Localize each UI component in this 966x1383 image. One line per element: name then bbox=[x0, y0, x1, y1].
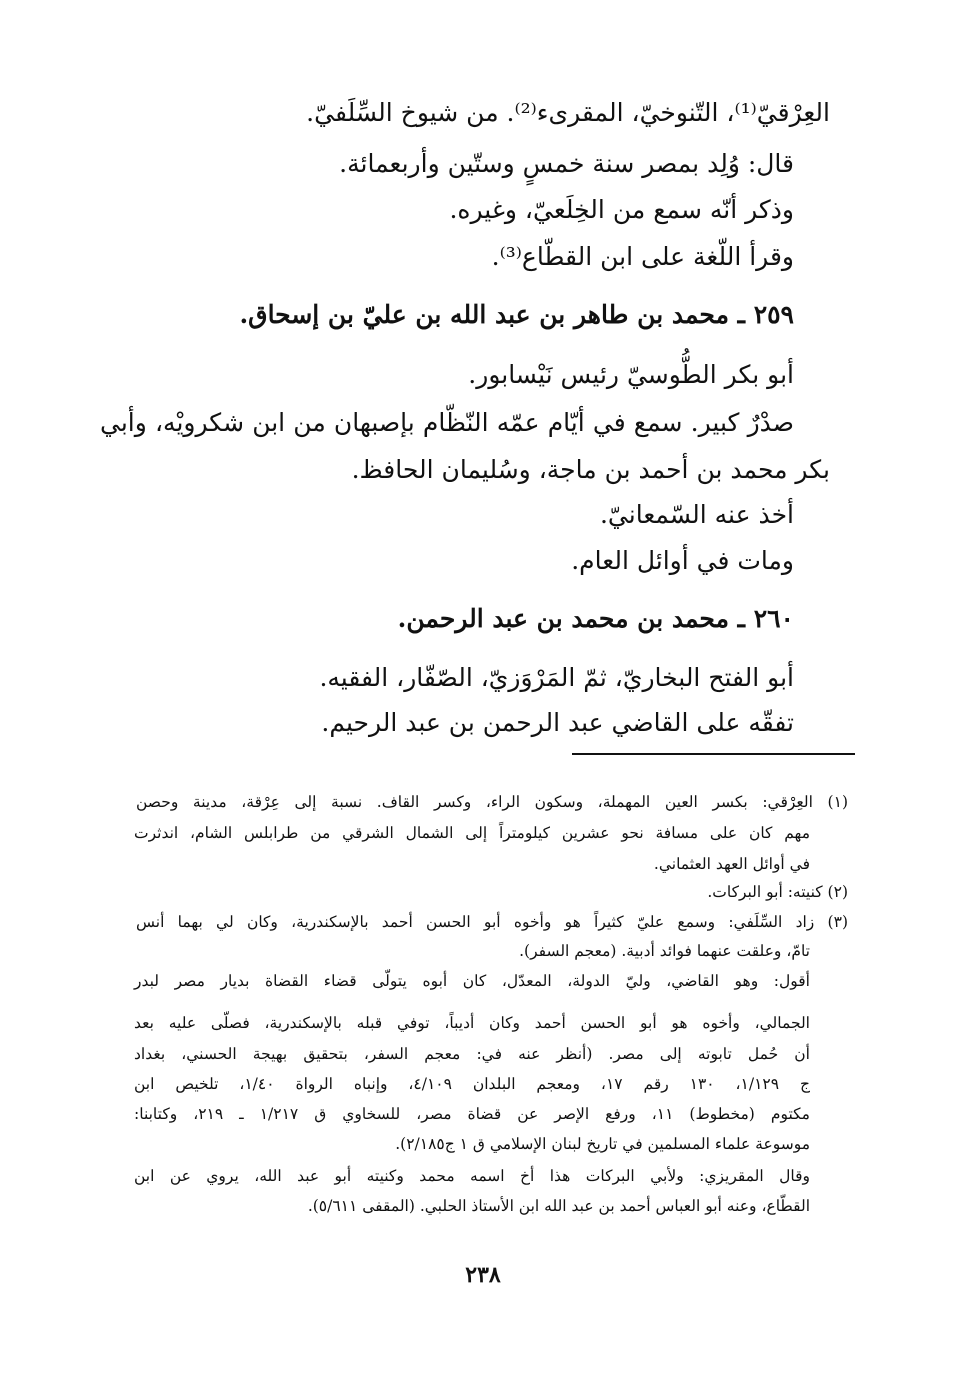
footnote-line: (٢) كنيته: أبو البركات. bbox=[707, 883, 848, 901]
footnote-line: الجمالي، وأخوه هو أبو الحسن أحمد وكان أديباً، توفي قبله بالإسكندرية، فصلّى عليه بعد bbox=[134, 1014, 810, 1032]
footnote-line: (١) العِرْقي: بكسر العين المهملة، وسكون الراء، وكسر القاف. نسبة إلى عِرْقة، مدينة وحصن bbox=[136, 793, 849, 811]
footnote-line: القطّاع، وعنه أبو العباس أحمد بن عبد الله ابن الأستاذ الحلبي. (المقفى ٥/٦١١). bbox=[307, 1197, 810, 1215]
footnote-line: أقول: وهو القاضي، وليّ الدولة، المعدّل، كان أبوه يتولّى قضاء القضاة بديار مصر لبدر bbox=[134, 972, 810, 990]
text-line: تفقّه على القاضي عبد الرحمن بن عبد الرحيم. bbox=[321, 708, 794, 737]
footnote-line: ج ١/١٢٩، ١٣٠ رقم ١٧، ومعجم البلدان ٤/١٠٩، وإنباه الرواة ١/٤٠، تلخيص ابن bbox=[134, 1075, 810, 1093]
text-line: أبو بكر الطُّوسيّ رئيس نَيْسابور. bbox=[468, 360, 794, 389]
footnote-line: وقال المقريزي: ولأبي البركات هذا أخ اسمه محمد وكنيته أبو عبد الله، يروي عن ابن bbox=[134, 1167, 810, 1185]
entry-heading-259: ٢٥٩ ـ محمد بن طاهر بن عبد الله بن عليّ بن إسحاق. bbox=[239, 300, 794, 329]
text-line: وقرأ اللّغة على ابن القطّاع⁽³⁾. bbox=[491, 242, 794, 271]
footnote-line: تامّ، وعلقت عنهما فوائد أدبية. (معجم السفر). bbox=[519, 942, 810, 960]
text-line: قال: وُلِد بمصر سنة خمسٍ وستّين وأربعمائة. bbox=[339, 149, 794, 178]
footnote-line: موسوعة علماء المسلمين في تاريخ لبنان الإسلامي ق ١ ج٢/١٨٥). bbox=[395, 1135, 810, 1153]
footnote-line: في أوائل العهد العثماني. bbox=[653, 855, 810, 873]
footnote-line: (٣) زاد السِّلَفي: وسمع عليّ كثيراً هو وأخوه أبو الحسن أحمد بالإسكندرية، وكان لي بهما أنس bbox=[136, 913, 848, 931]
text-line: بكر محمد بن أحمد بن ماجة، وسُليمان الحافظ. bbox=[351, 455, 830, 484]
footnote-line: مكتوم (مخطوط) ١١، ورفع الإصر عن قضاة مصر، للسخاوي ق ١/٢١٧ ـ ٢١٩، وكتابنا: bbox=[134, 1105, 810, 1123]
footnote-line: أن حُمل تابوته إلى مصر. (أنظر عنه في: معجم السفر، بتحقيق بهيجة الحسني، بغداد bbox=[134, 1045, 810, 1063]
text-line: ومات في أوائل العام. bbox=[571, 546, 794, 575]
text-line: وذكر أنّه سمع من الخِلَعيّ، وغيره. bbox=[449, 195, 794, 224]
text-line: صدْرٌ كبير. سمع في أيّام عمّه النّظّام بإصبهان من ابن شكرويْه، وأبي bbox=[100, 408, 794, 437]
page-number: ٢٣٨ bbox=[465, 1262, 501, 1288]
footnote-separator bbox=[572, 753, 855, 755]
footnote-line: مهم كان على مسافة نحو عشرين كيلومتراً إلى الشمال الشرقي من طرابلس الشام، اندثرت bbox=[134, 824, 810, 842]
text-line: أخذ عنه السّمعانيّ. bbox=[599, 500, 794, 529]
text-line: العِرْقيّ⁽¹⁾، التّنوخيّ، المقرىء⁽²⁾. من شيوخ السِّلَفيّ. bbox=[306, 98, 830, 127]
text-line: أبو الفتح البخاريّ، ثمّ المَرْوَزيّ، الصّفّار، الفقيه. bbox=[319, 663, 794, 692]
entry-heading-260: ٢٦٠ ـ محمد بن محمد بن عبد الرحمن. bbox=[397, 604, 794, 633]
